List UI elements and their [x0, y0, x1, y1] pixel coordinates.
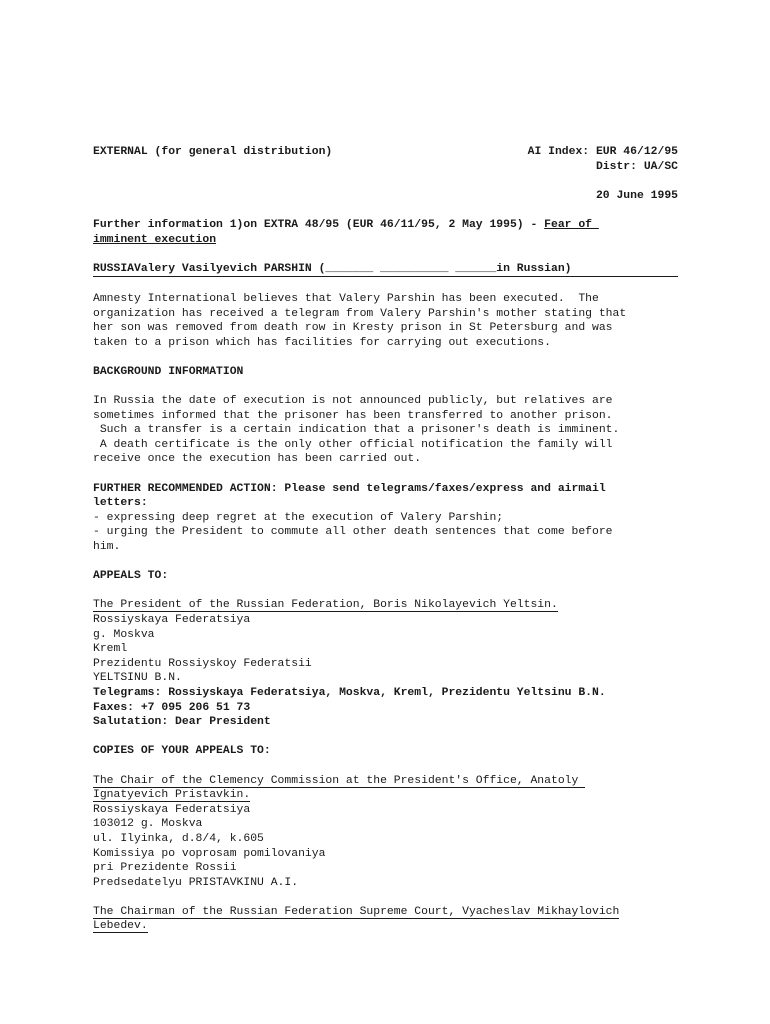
- telegrams-line: Telegrams: Rossiyskaya Federatsiya, Moskva, Kreml, Prezidentu Yeltsinu B.N.: [93, 686, 606, 699]
- title-line-1: [93, 218, 678, 233]
- address-line: ul. Ilyinka, d.8/4, k.605: [93, 832, 264, 845]
- action-item: - urging the President to commute all other death sentences that come before: [93, 526, 613, 539]
- header-row: [93, 145, 678, 160]
- copies-recipient-1: [93, 774, 678, 789]
- title-line-2: imminent execution: [93, 233, 217, 246]
- address-line: pri Prezidente Rossii: [93, 862, 237, 875]
- background-paragraph: [93, 394, 678, 467]
- appeals-recipient-text: The President of the Russian Federation, Boris Nikolayevich Yeltsin.: [93, 599, 558, 612]
- intro-line: her son was removed from death row in Kresty prison in St Petersburg and was: [93, 322, 613, 335]
- background-line: sometimes informed that the prisoner has been transferred to another prison.: [93, 409, 613, 422]
- salutation-line: Salutation: Dear President: [93, 716, 271, 729]
- background-line: A death certificate is the only other official notification the family will: [93, 438, 613, 451]
- copies-recipient-1-cont-text: Ignatyevich Pristavkin.: [93, 789, 251, 802]
- title-link-start: Fear of: [544, 218, 599, 231]
- title-prefix: Further information 1)on EXTRA 48/95 (EUR 46/11/95, 2 May 1995) -: [93, 218, 545, 231]
- address-line: Komissiya po voprosam pomilovaniya: [93, 847, 326, 860]
- copies-heading: COPIES OF YOUR APPEALS TO:: [93, 745, 271, 758]
- distribution-code: Distr: UA/SC: [595, 160, 678, 173]
- background-heading: BACKGROUND INFORMATION: [93, 365, 244, 378]
- copies-recipient-2-text: The Chairman of the Russian Federation Supreme Court, Vyacheslav Mikhaylovich: [93, 905, 620, 918]
- subject-line: RUSSIAValery Vasilyevich PARSHIN (_______ __________ ______in Russian): [93, 262, 678, 278]
- address-line: Rossiyskaya Federatsiya: [93, 614, 251, 626]
- background-line: In Russia the date of execution is not announced publicly, but relatives are: [93, 395, 613, 408]
- action-heading-cont: letters:: [93, 497, 148, 510]
- action-item: him.: [93, 541, 121, 554]
- address-line: 103012 g. Moskva: [93, 818, 203, 831]
- address-line: Rossiyskaya Federatsiya: [93, 803, 251, 816]
- document-page: [93, 145, 678, 934]
- copies-recipient-2: [93, 905, 678, 920]
- copies-recipient-1-cont: [93, 788, 678, 803]
- faxes-line: Faxes: +7 095 206 51 73: [93, 701, 251, 714]
- copies-recipient-2-cont-text: Lebedev.: [93, 920, 148, 933]
- action-heading: FURTHER RECOMMENDED ACTION: Please send telegrams/faxes/express and airmail: [93, 482, 606, 495]
- intro-line: organization has received a telegram from Valery Parshin's mother stating that: [93, 307, 627, 320]
- copies-recipient-1-text: The Chair of the Clemency Commission at the President's Office, Anatoly: [93, 774, 586, 787]
- intro-line: taken to a prison which has facilities for carrying out executions.: [93, 336, 551, 349]
- background-line: Such a transfer is a certain indication that a prisoner's death is imminent.: [93, 424, 620, 437]
- document-date: 20 June 1995: [595, 189, 678, 202]
- intro-line: Amnesty International believes that Valery Parshin has been executed. The: [93, 292, 599, 305]
- intro-paragraph: [93, 292, 678, 350]
- background-line: receive once the execution has been carried out.: [93, 453, 422, 466]
- ai-index: AI Index: EUR 46/12/95: [527, 146, 678, 158]
- address-line: g. Moskva: [93, 628, 155, 641]
- distribution-label: EXTERNAL (for general distribution): [93, 146, 333, 158]
- appeals-recipient: [93, 598, 678, 613]
- appeals-heading: APPEALS TO:: [93, 570, 169, 583]
- address-line: Predsedatelyu PRISTAVKINU A.I.: [93, 876, 299, 889]
- address-line: Kreml: [93, 643, 128, 656]
- copies-recipient-2-cont: [93, 919, 678, 934]
- address-line: Prezidentu Rossiyskoy Federatsii: [93, 657, 312, 670]
- action-item: - expressing deep regret at the execution of Valery Parshin;: [93, 511, 504, 524]
- address-line: YELTSINU B.N.: [93, 672, 182, 685]
